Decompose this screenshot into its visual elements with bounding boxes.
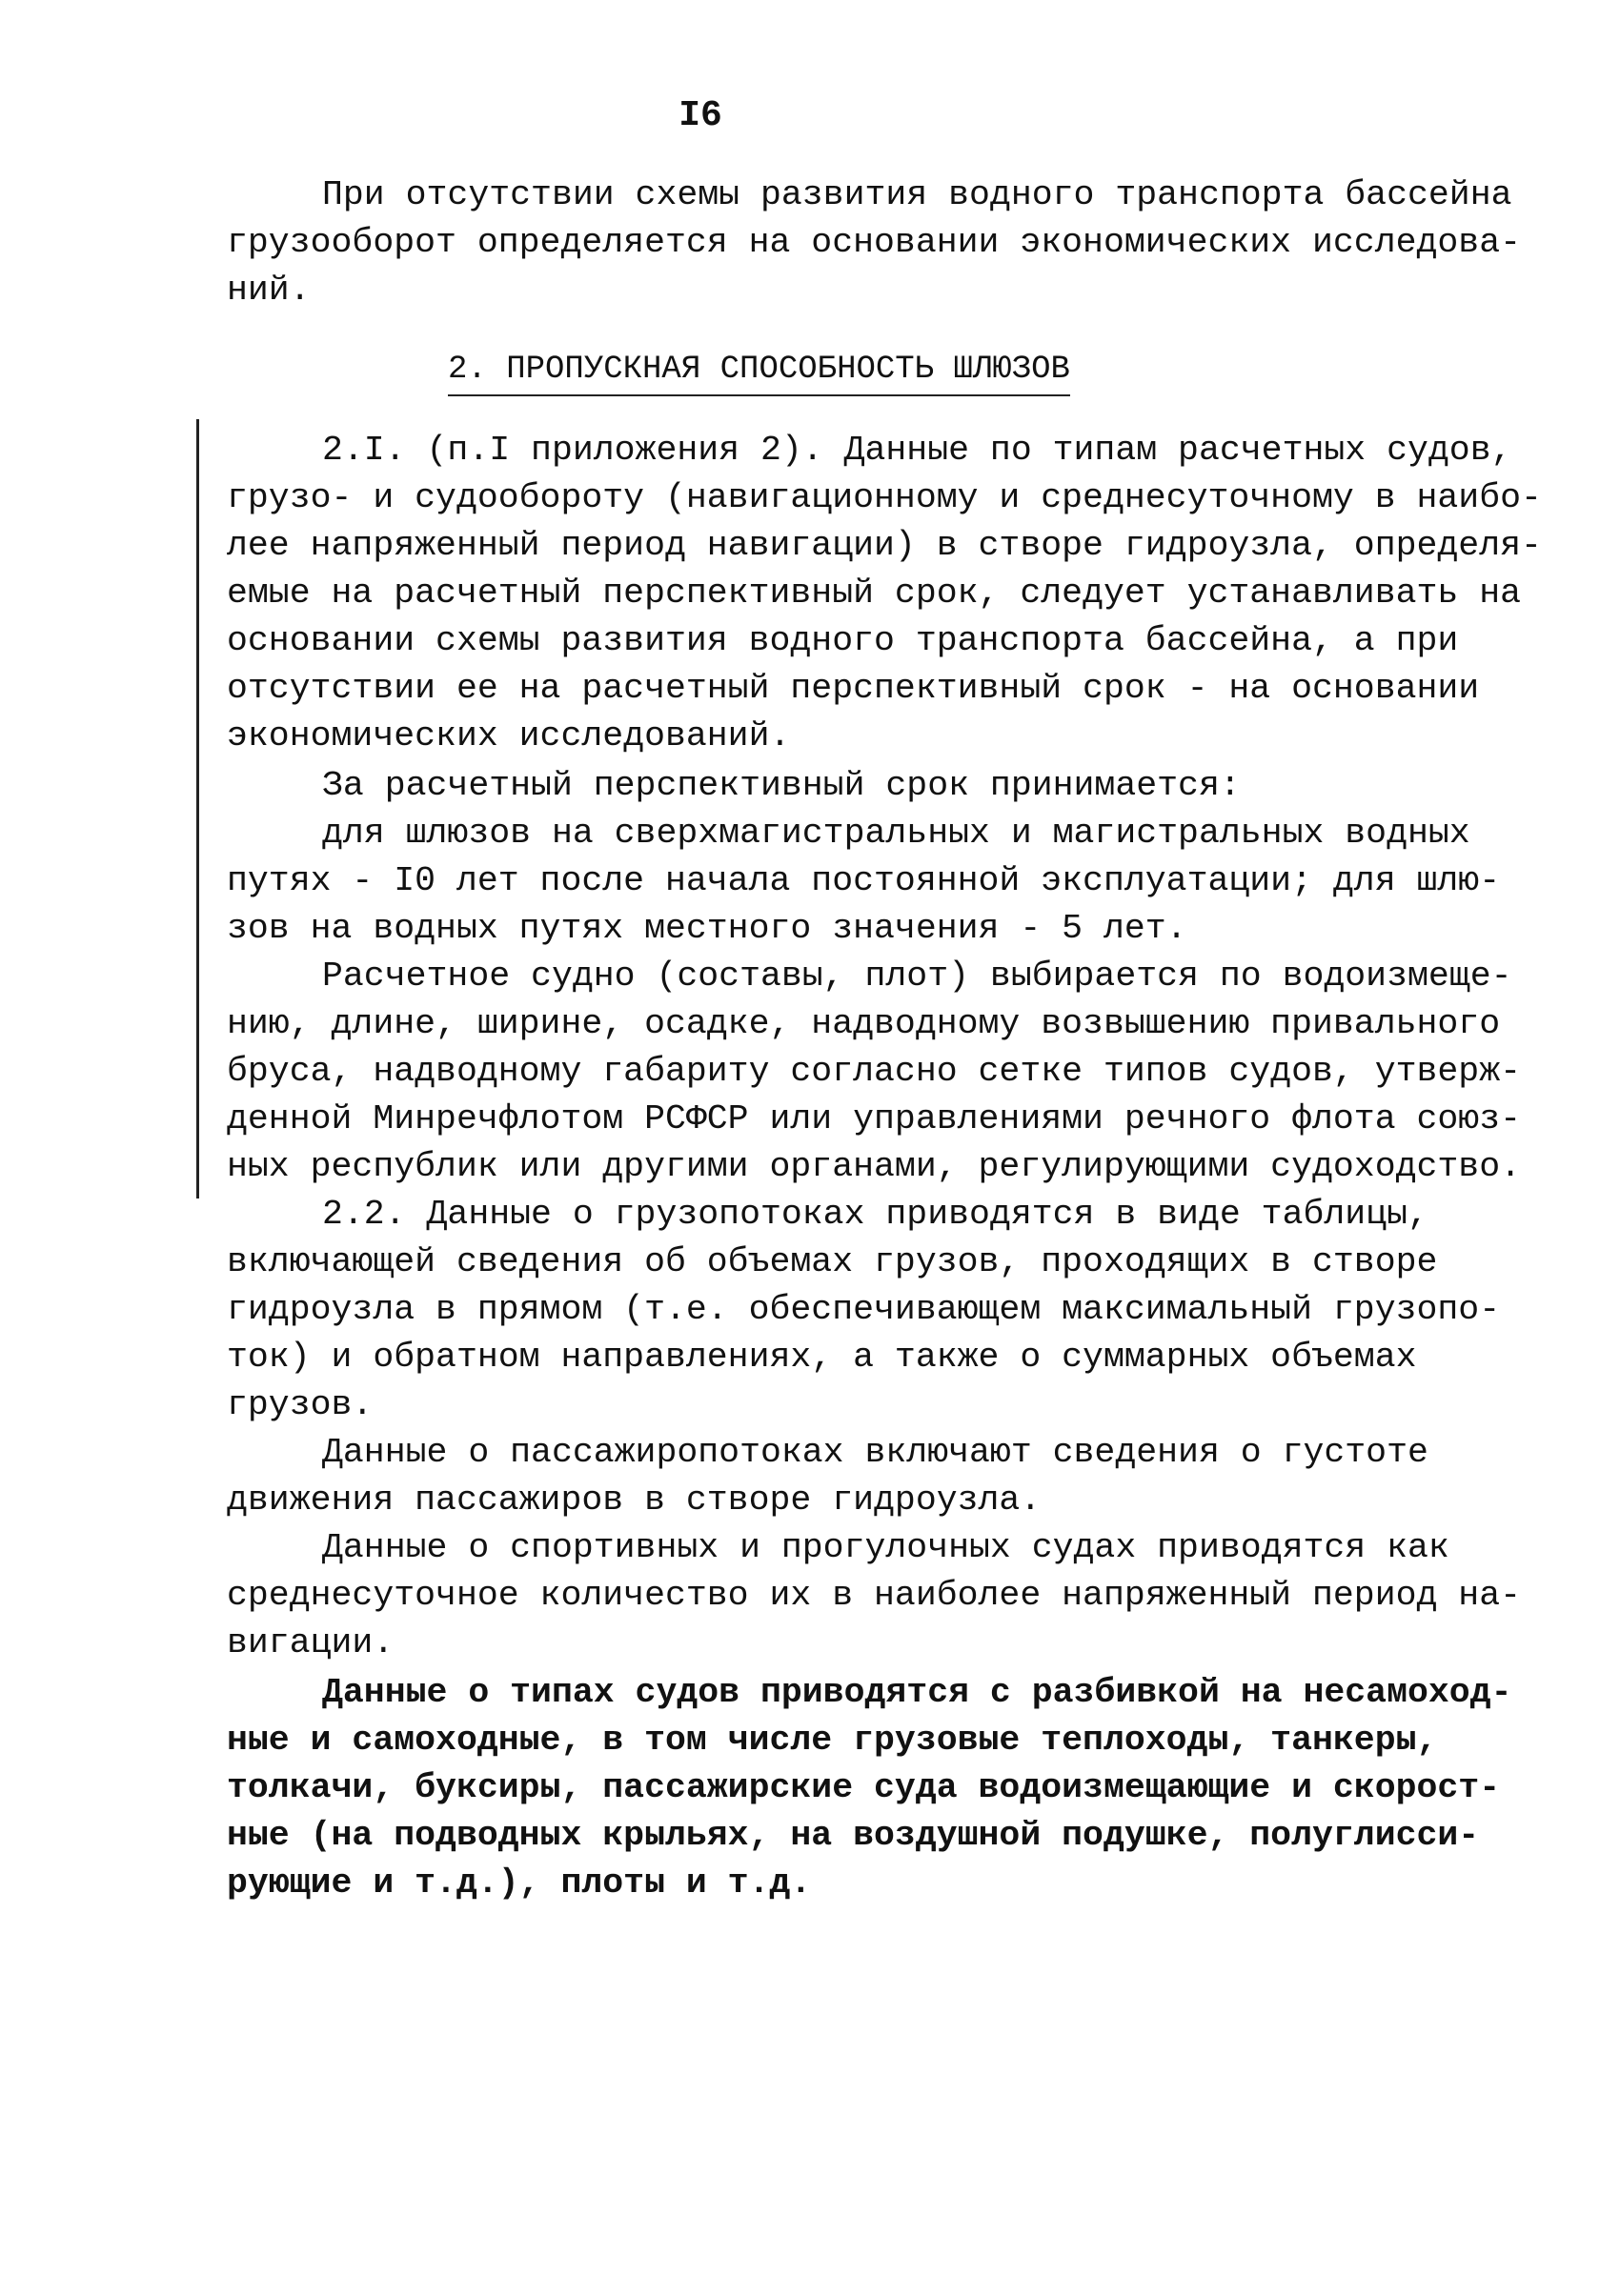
text-line: Данные о пассажиропотоках включают сведения о густоте <box>322 1433 1428 1472</box>
paragraph-types <box>227 1669 1512 1907</box>
text-line: При отсутствии схемы развития водного транспорта бассейна <box>322 175 1512 214</box>
text-line: Данные о типах судов приводятся с разбивкой на несамоход- <box>322 1673 1512 1712</box>
text-line: За расчетный перспективный срок принимается: <box>322 766 1241 805</box>
text-line: 2.2. Данные о грузопотоках приводятся в виде таблицы, <box>322 1195 1428 1234</box>
text-line: ных республик или другими органами, регулирующими судоходство. <box>227 1147 1522 1186</box>
text-line: бруса, надводному габариту согласно сетке типов судов, утверж- <box>227 1052 1522 1091</box>
text-line: нию, длине, ширине, осадке, надводному возвышению привального <box>227 1004 1501 1043</box>
text-line: ные и самоходные, в том числе грузовые теплоходы, танкеры, <box>227 1721 1438 1760</box>
section-heading: 2. ПРОПУСКНАЯ СПОСОБНОСТЬ ШЛЮЗОВ <box>448 347 1070 396</box>
text-line: вигации. <box>227 1623 395 1662</box>
text-line: Данные о спортивных и прогулочных судах приводятся как <box>322 1528 1449 1567</box>
margin-change-bar <box>196 419 199 1198</box>
text-line: Расчетное судно (составы, плот) выбирается по водоизмеще- <box>322 957 1512 996</box>
text-line: грузо- и судообороту (навигационному и среднесуточному в наибо- <box>227 478 1542 517</box>
paragraph-2-1 <box>227 427 1542 760</box>
text-line: 2.I. (п.I приложения 2). Данные по типам расчетных судов, <box>322 431 1512 470</box>
text-line: среднесуточное количество их в наиболее напряженный период на- <box>227 1576 1522 1615</box>
text-line: основании схемы развития водного транспорта бассейна, а при <box>227 621 1459 660</box>
text-line: для шлюзов на сверхмагистральных и магистральных водных <box>322 814 1470 853</box>
paragraph-period-intro <box>227 762 1429 810</box>
text-line: отсутствии ее на расчетный перспективный срок - на основании <box>227 669 1480 708</box>
text-line: емые на расчетный перспективный срок, следует устанавливать на <box>227 574 1522 613</box>
paragraph-passenger <box>227 1429 1429 1524</box>
text-line: ток) и обратном направлениях, а также о суммарных объемах <box>227 1338 1417 1377</box>
text-line: экономических исследований. <box>227 716 791 755</box>
paragraph-sport <box>227 1524 1522 1667</box>
page-number: I6 <box>678 95 722 136</box>
text-line: денной Минречфлотом РСФСР или управлениями речного флота союз- <box>227 1099 1522 1138</box>
section-heading-wrap <box>448 347 1070 396</box>
text-line: ные (на подводных крыльях, на воздушной подушке, полуглисси- <box>227 1816 1480 1855</box>
text-line: грузооборот определяется на основании экономических исследова- <box>227 223 1522 262</box>
text-line: движения пассажиров в створе гидроузла. <box>227 1480 1042 1520</box>
paragraph-2-2 <box>227 1191 1501 1429</box>
text-line: толкачи, буксиры, пассажирские суда водоизмещающие и скорост- <box>227 1768 1501 1807</box>
text-line: лее напряженный период навигации) в створе гидроузла, определя- <box>227 526 1542 565</box>
paragraph-vessel <box>227 953 1522 1191</box>
text-line: включающей сведения об объемах грузов, проходящих в створе <box>227 1242 1438 1281</box>
text-line: зов на водных путях местного значения - 5 лет. <box>227 909 1187 948</box>
intro-paragraph <box>227 171 1522 314</box>
text-line: путях - I0 лет после начала постоянной эксплуатации; для шлю- <box>227 861 1501 900</box>
text-line: грузов. <box>227 1385 374 1424</box>
text-line: рующие и т.д.), плоты и т.д. <box>227 1863 812 1903</box>
text-line: гидроузла в прямом (т.е. обеспечивающем максимальный грузопо- <box>227 1290 1501 1329</box>
text-line: ний. <box>227 271 311 310</box>
paragraph-period-body <box>227 810 1501 953</box>
